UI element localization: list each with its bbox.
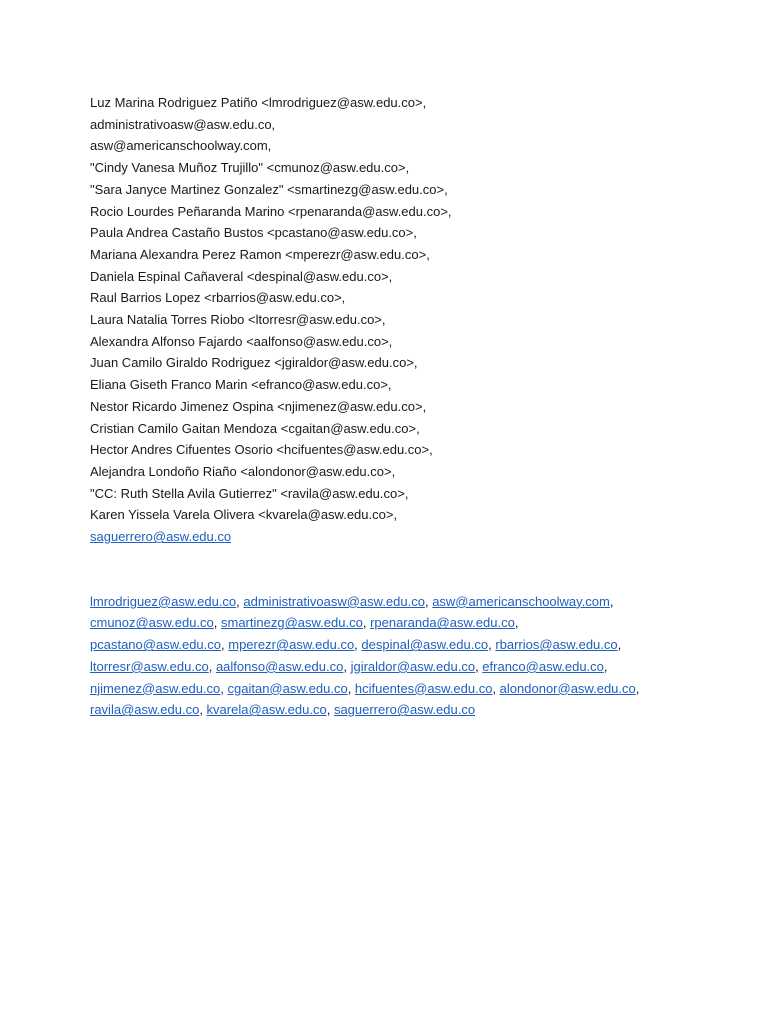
paragraph-spacer <box>90 548 690 591</box>
email-link[interactable]: saguerrero@asw.edu.co <box>333 702 476 718</box>
comma-separator: , <box>326 702 334 718</box>
recipient-list <box>90 92 690 548</box>
comma-separator: , <box>347 680 355 696</box>
email-link[interactable]: hcifuentes@asw.edu.co <box>354 680 493 696</box>
recipient-line: Mariana Alexandra Perez Ramon <mperezr@asw.edu.co>, <box>90 246 430 262</box>
comma-separator: , <box>236 593 244 609</box>
recipient-line: Nestor Ricardo Jimenez Ospina <njimenez@asw.edu.co>, <box>90 398 427 414</box>
email-links-paragraph <box>90 591 680 721</box>
email-link[interactable]: saguerrero@asw.edu.co <box>90 529 232 545</box>
comma-separator: , <box>492 680 500 696</box>
email-link[interactable]: kvarela@asw.edu.co <box>206 702 327 718</box>
email-link[interactable]: despinal@asw.edu.co <box>361 637 489 653</box>
email-link[interactable]: smartinezg@asw.edu.co <box>221 615 363 631</box>
comma-separator: , <box>199 702 207 718</box>
recipient-line: Luz Marina Rodriguez Patiño <lmrodriguez@asw.edu.co>, <box>90 95 427 110</box>
recipient-line: Alejandra Londoño Riaño <alondonor@asw.edu.co>, <box>90 463 396 479</box>
email-link[interactable]: efranco@asw.edu.co <box>482 658 604 674</box>
comma-separator: , <box>603 658 608 674</box>
recipient-line: "Cindy Vanesa Muñoz Trujillo" <cmunoz@asw.edu.co>, <box>90 160 410 176</box>
email-link[interactable]: cmunoz@asw.edu.co <box>90 615 214 631</box>
recipient-line: "CC: Ruth Stella Avila Gutierrez" <ravila@asw.edu.co>, <box>90 485 409 501</box>
recipient-line: Raul Barrios Lopez <rbarrios@asw.edu.co>, <box>90 290 346 306</box>
email-link[interactable]: ltorresr@asw.edu.co <box>90 658 209 674</box>
email-link[interactable]: aalfonso@asw.edu.co <box>215 658 344 674</box>
comma-separator: , <box>475 658 483 674</box>
email-link[interactable]: njimenez@asw.edu.co <box>90 680 221 696</box>
email-link[interactable]: asw@americanschoolway.com <box>432 593 610 609</box>
email-link[interactable]: administrativoasw@asw.edu.co <box>243 593 425 609</box>
recipient-line: Laura Natalia Torres Riobo <ltorresr@asw.edu.co>, <box>90 312 386 328</box>
recipient-line: "Sara Janyce Martinez Gonzalez" <smartinezg@asw.edu.co>, <box>90 181 448 197</box>
comma-separator: , <box>362 615 371 631</box>
email-link[interactable]: mperezr@asw.edu.co <box>228 637 355 653</box>
email-link[interactable]: rbarrios@asw.edu.co <box>495 637 618 653</box>
recipient-line: asw@americanschoolway.com, <box>90 138 272 154</box>
comma-separator: , <box>424 593 433 609</box>
comma-separator: , <box>343 658 351 674</box>
recipient-line: Hector Andres Cifuentes Osorio <hcifuentes@asw.edu.co>, <box>90 442 433 458</box>
email-link[interactable]: rpenaranda@asw.edu.co <box>370 615 515 631</box>
recipient-line: Juan Camilo Giraldo Rodriguez <jgiraldor@asw.edu.co>, <box>90 355 418 371</box>
comma-separator: , <box>354 637 362 653</box>
comma-separator: , <box>635 680 640 696</box>
email-link[interactable]: cgaitan@asw.edu.co <box>227 680 348 696</box>
comma-separator: , <box>514 615 519 631</box>
comma-separator: , <box>208 658 216 674</box>
email-link[interactable]: lmrodriguez@asw.edu.co <box>90 593 237 609</box>
comma-separator: , <box>221 637 229 653</box>
email-link[interactable]: pcastano@asw.edu.co <box>90 637 222 653</box>
comma-separator: , <box>488 637 496 653</box>
recipient-line-last <box>90 526 690 548</box>
email-link[interactable]: jgiraldor@asw.edu.co <box>350 658 476 674</box>
recipient-line: Karen Yissela Varela Olivera <kvarela@asw.edu.co>, <box>90 507 398 523</box>
recipient-line: administrativoasw@asw.edu.co, <box>90 116 276 132</box>
recipient-line: Rocio Lourdes Peñaranda Marino <rpenaranda@asw.edu.co>, <box>90 203 452 219</box>
comma-separator: , <box>220 680 228 696</box>
recipient-line: Alexandra Alfonso Fajardo <aalfonso@asw.edu.co>, <box>90 333 393 349</box>
email-link[interactable]: alondonor@asw.edu.co <box>499 680 636 696</box>
recipient-line: Cristian Camilo Gaitan Mendoza <cgaitan@asw.edu.co>, <box>90 420 420 436</box>
document-body <box>90 92 690 721</box>
recipient-line: Paula Andrea Castaño Bustos <pcastano@asw.edu.co>, <box>90 225 417 241</box>
comma-separator: , <box>609 593 614 609</box>
recipient-line: Daniela Espinal Cañaveral <despinal@asw.edu.co>, <box>90 268 393 284</box>
email-link[interactable]: ravila@asw.edu.co <box>90 702 200 718</box>
recipient-line: Eliana Giseth Franco Marin <efranco@asw.edu.co>, <box>90 377 392 393</box>
comma-separator: , <box>617 637 622 653</box>
comma-separator: , <box>213 615 221 631</box>
